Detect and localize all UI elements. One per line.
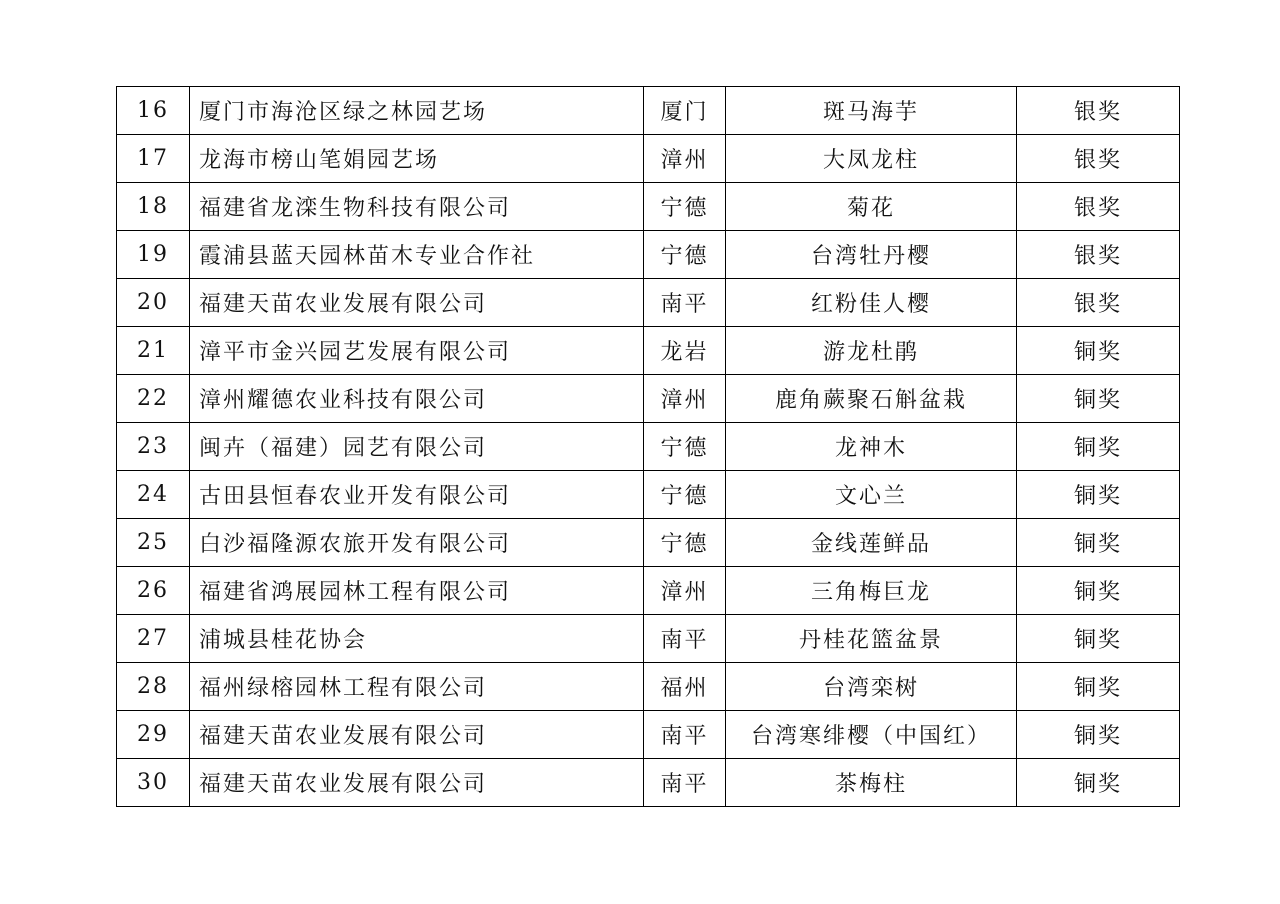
table-row <box>117 615 1180 663</box>
organization-cell: 浦城县桂花协会 <box>190 615 644 663</box>
entry-name-cell: 菊花 <box>726 183 1017 231</box>
city-cell: 厦门 <box>644 87 726 135</box>
city-cell: 福州 <box>644 663 726 711</box>
row-number-cell: 30 <box>117 759 190 807</box>
row-number-cell: 24 <box>117 471 190 519</box>
award-cell: 铜奖 <box>1017 615 1180 663</box>
row-number-cell: 29 <box>117 711 190 759</box>
organization-cell: 龙海市榜山笔娟园艺场 <box>190 135 644 183</box>
row-number-cell: 17 <box>117 135 190 183</box>
award-cell: 铜奖 <box>1017 567 1180 615</box>
organization-cell: 漳州耀德农业科技有限公司 <box>190 375 644 423</box>
entry-name-cell: 三角梅巨龙 <box>726 567 1017 615</box>
city-cell: 宁德 <box>644 519 726 567</box>
row-number-cell: 22 <box>117 375 190 423</box>
award-cell: 铜奖 <box>1017 519 1180 567</box>
award-cell: 银奖 <box>1017 231 1180 279</box>
entry-name-cell: 鹿角蕨聚石斛盆栽 <box>726 375 1017 423</box>
award-cell: 银奖 <box>1017 183 1180 231</box>
organization-cell: 福建天苗农业发展有限公司 <box>190 279 644 327</box>
organization-cell: 厦门市海沧区绿之林园艺场 <box>190 87 644 135</box>
award-cell: 铜奖 <box>1017 663 1180 711</box>
organization-cell: 福建省龙滦生物科技有限公司 <box>190 183 644 231</box>
city-cell: 宁德 <box>644 183 726 231</box>
entry-name-cell: 金线莲鲜品 <box>726 519 1017 567</box>
city-cell: 宁德 <box>644 231 726 279</box>
award-cell: 银奖 <box>1017 87 1180 135</box>
city-cell: 宁德 <box>644 471 726 519</box>
organization-cell: 漳平市金兴园艺发展有限公司 <box>190 327 644 375</box>
organization-cell: 白沙福隆源农旅开发有限公司 <box>190 519 644 567</box>
city-cell: 南平 <box>644 759 726 807</box>
organization-cell: 古田县恒春农业开发有限公司 <box>190 471 644 519</box>
entry-name-cell: 丹桂花篮盆景 <box>726 615 1017 663</box>
table-row <box>117 279 1180 327</box>
row-number-cell: 26 <box>117 567 190 615</box>
table-row <box>117 183 1180 231</box>
table-row <box>117 231 1180 279</box>
table-row <box>117 759 1180 807</box>
city-cell: 南平 <box>644 279 726 327</box>
award-cell: 铜奖 <box>1017 327 1180 375</box>
entry-name-cell: 文心兰 <box>726 471 1017 519</box>
award-cell: 铜奖 <box>1017 423 1180 471</box>
entry-name-cell: 台湾栾树 <box>726 663 1017 711</box>
awards-table <box>116 86 1180 807</box>
row-number-cell: 19 <box>117 231 190 279</box>
entry-name-cell: 台湾寒绯樱（中国红） <box>726 711 1017 759</box>
table-row <box>117 423 1180 471</box>
entry-name-cell: 红粉佳人樱 <box>726 279 1017 327</box>
award-cell: 铜奖 <box>1017 759 1180 807</box>
entry-name-cell: 大凤龙柱 <box>726 135 1017 183</box>
award-cell: 铜奖 <box>1017 375 1180 423</box>
table-row <box>117 471 1180 519</box>
entry-name-cell: 游龙杜鹃 <box>726 327 1017 375</box>
table-row <box>117 375 1180 423</box>
entry-name-cell: 斑马海芋 <box>726 87 1017 135</box>
row-number-cell: 28 <box>117 663 190 711</box>
row-number-cell: 25 <box>117 519 190 567</box>
award-cell: 银奖 <box>1017 135 1180 183</box>
row-number-cell: 18 <box>117 183 190 231</box>
entry-name-cell: 台湾牡丹樱 <box>726 231 1017 279</box>
city-cell: 宁德 <box>644 423 726 471</box>
row-number-cell: 16 <box>117 87 190 135</box>
city-cell: 漳州 <box>644 567 726 615</box>
organization-cell: 闽卉（福建）园艺有限公司 <box>190 423 644 471</box>
table-row <box>117 135 1180 183</box>
organization-cell: 福建天苗农业发展有限公司 <box>190 711 644 759</box>
city-cell: 漳州 <box>644 375 726 423</box>
table-row <box>117 87 1180 135</box>
city-cell: 龙岩 <box>644 327 726 375</box>
organization-cell: 福建省鸿展园林工程有限公司 <box>190 567 644 615</box>
row-number-cell: 21 <box>117 327 190 375</box>
table-row <box>117 663 1180 711</box>
table-row <box>117 519 1180 567</box>
organization-cell: 霞浦县蓝天园林苗木专业合作社 <box>190 231 644 279</box>
organization-cell: 福州绿榕园林工程有限公司 <box>190 663 644 711</box>
row-number-cell: 23 <box>117 423 190 471</box>
city-cell: 南平 <box>644 711 726 759</box>
entry-name-cell: 龙神木 <box>726 423 1017 471</box>
organization-cell: 福建天苗农业发展有限公司 <box>190 759 644 807</box>
city-cell: 南平 <box>644 615 726 663</box>
row-number-cell: 27 <box>117 615 190 663</box>
award-cell: 铜奖 <box>1017 711 1180 759</box>
awards-table-body <box>117 87 1180 807</box>
city-cell: 漳州 <box>644 135 726 183</box>
award-cell: 银奖 <box>1017 279 1180 327</box>
table-row <box>117 567 1180 615</box>
row-number-cell: 20 <box>117 279 190 327</box>
table-row <box>117 327 1180 375</box>
award-cell: 铜奖 <box>1017 471 1180 519</box>
table-row <box>117 711 1180 759</box>
entry-name-cell: 茶梅柱 <box>726 759 1017 807</box>
